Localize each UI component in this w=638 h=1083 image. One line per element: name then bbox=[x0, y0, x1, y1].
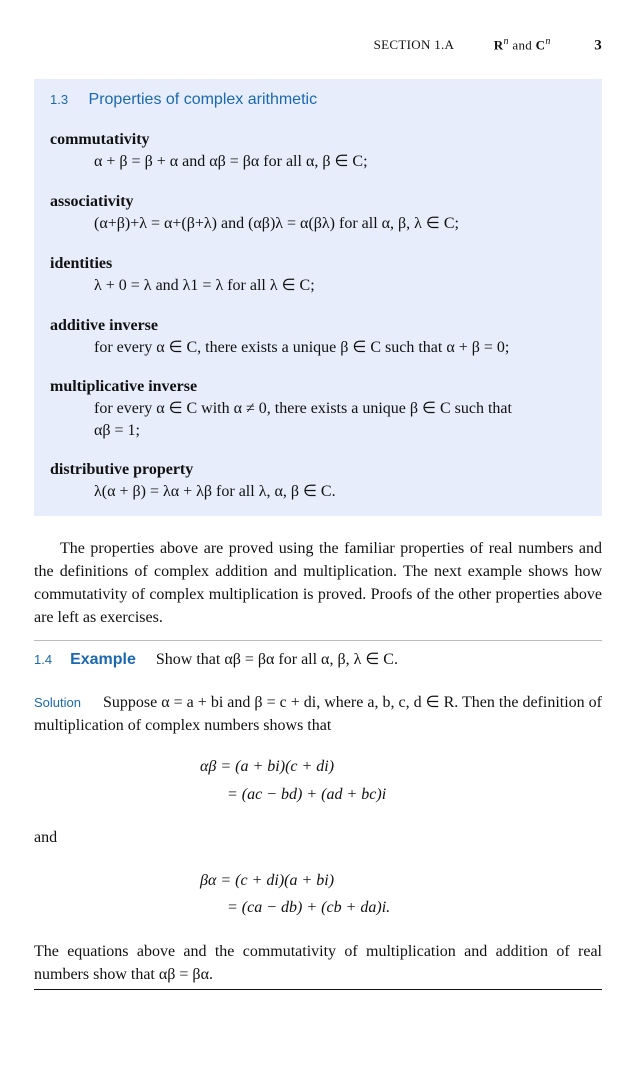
equation-beta-alpha-line1: βα = (c + di)(a + bi) bbox=[200, 872, 335, 889]
page-number: 3 bbox=[594, 37, 602, 54]
example-divider bbox=[34, 640, 602, 641]
property-name: additive inverse bbox=[50, 317, 158, 334]
box-number: 1.3 bbox=[50, 92, 69, 107]
solution-paragraph bbox=[34, 691, 602, 737]
rn-superscript: n bbox=[503, 36, 509, 47]
solution-label: Solution bbox=[34, 695, 81, 710]
equation-alpha-beta-line1: αβ = (a + bi)(c + di) bbox=[200, 758, 335, 775]
property-multiplicative-inverse bbox=[50, 378, 595, 442]
property-additive-inverse bbox=[50, 317, 595, 359]
property-associativity bbox=[50, 193, 595, 235]
and-text: and bbox=[34, 829, 58, 846]
property-text: αβ = 1; bbox=[94, 422, 140, 439]
example-heading bbox=[34, 649, 602, 669]
paragraph-properties-proof: The properties above are proved using the familiar properties of real numbers and the definitions of complex addition and multiplication. The next example shows how commutativity of complex multiplication is proved. Proofs of the other properties above are left as exercises. bbox=[34, 540, 602, 626]
end-of-example-rule bbox=[34, 989, 602, 990]
example-statement: Show that αβ = βα for all α, β, λ ∈ C. bbox=[155, 651, 398, 668]
running-header bbox=[374, 36, 602, 54]
property-text: λ + 0 = λ and λ1 = λ for all λ ∈ C; bbox=[94, 277, 315, 294]
property-distributive bbox=[50, 461, 595, 503]
property-text: λ(α + β) = λα + λβ for all λ, α, β ∈ C. bbox=[94, 483, 336, 500]
property-name: commutativity bbox=[50, 131, 150, 148]
property-name: identities bbox=[50, 255, 113, 272]
example-label: Example bbox=[70, 651, 136, 668]
example-number: 1.4 bbox=[34, 652, 53, 667]
equation-beta-alpha-line2: = (ca − db) + (cb + da)i. bbox=[227, 899, 391, 916]
cn-superscript: n bbox=[545, 36, 551, 47]
conclusion-paragraph: The equations above and the commutativity of multiplication and addition of real numbers show that αβ = βα. bbox=[34, 943, 602, 983]
property-name: associativity bbox=[50, 193, 134, 210]
property-text: (α+β)+λ = α+(β+λ) and (αβ)λ = α(βλ) for all α, β, λ ∈ C; bbox=[94, 215, 459, 232]
solution-text: Suppose α = a + bi and β = c + di, where a, b, c, d ∈ R. Then the definition of multiplication of complex numbers shows that bbox=[34, 694, 602, 734]
section-label: SECTION 1.A bbox=[373, 37, 455, 53]
property-identities bbox=[50, 255, 595, 297]
property-text: for every α ∈ C with α ≠ 0, there exists a unique β ∈ C such that bbox=[94, 400, 512, 417]
and-text: and bbox=[512, 37, 533, 53]
cn-symbol: C bbox=[535, 37, 546, 53]
properties-box bbox=[34, 79, 602, 516]
equation-alpha-beta-line2: = (ac − bd) + (ad + bc)i bbox=[227, 786, 387, 803]
property-name: multiplicative inverse bbox=[50, 378, 198, 395]
property-name: distributive property bbox=[50, 461, 194, 478]
property-text: for every α ∈ C, there exists a unique β ∈ C such that α + β = 0; bbox=[94, 339, 510, 356]
rn-symbol: R bbox=[493, 37, 504, 53]
property-commutativity bbox=[50, 131, 595, 173]
box-title-text: Properties of complex arithmetic bbox=[88, 91, 318, 108]
property-text: α + β = β + α and αβ = βα for all α, β ∈ C; bbox=[94, 153, 368, 170]
box-title bbox=[50, 91, 317, 109]
